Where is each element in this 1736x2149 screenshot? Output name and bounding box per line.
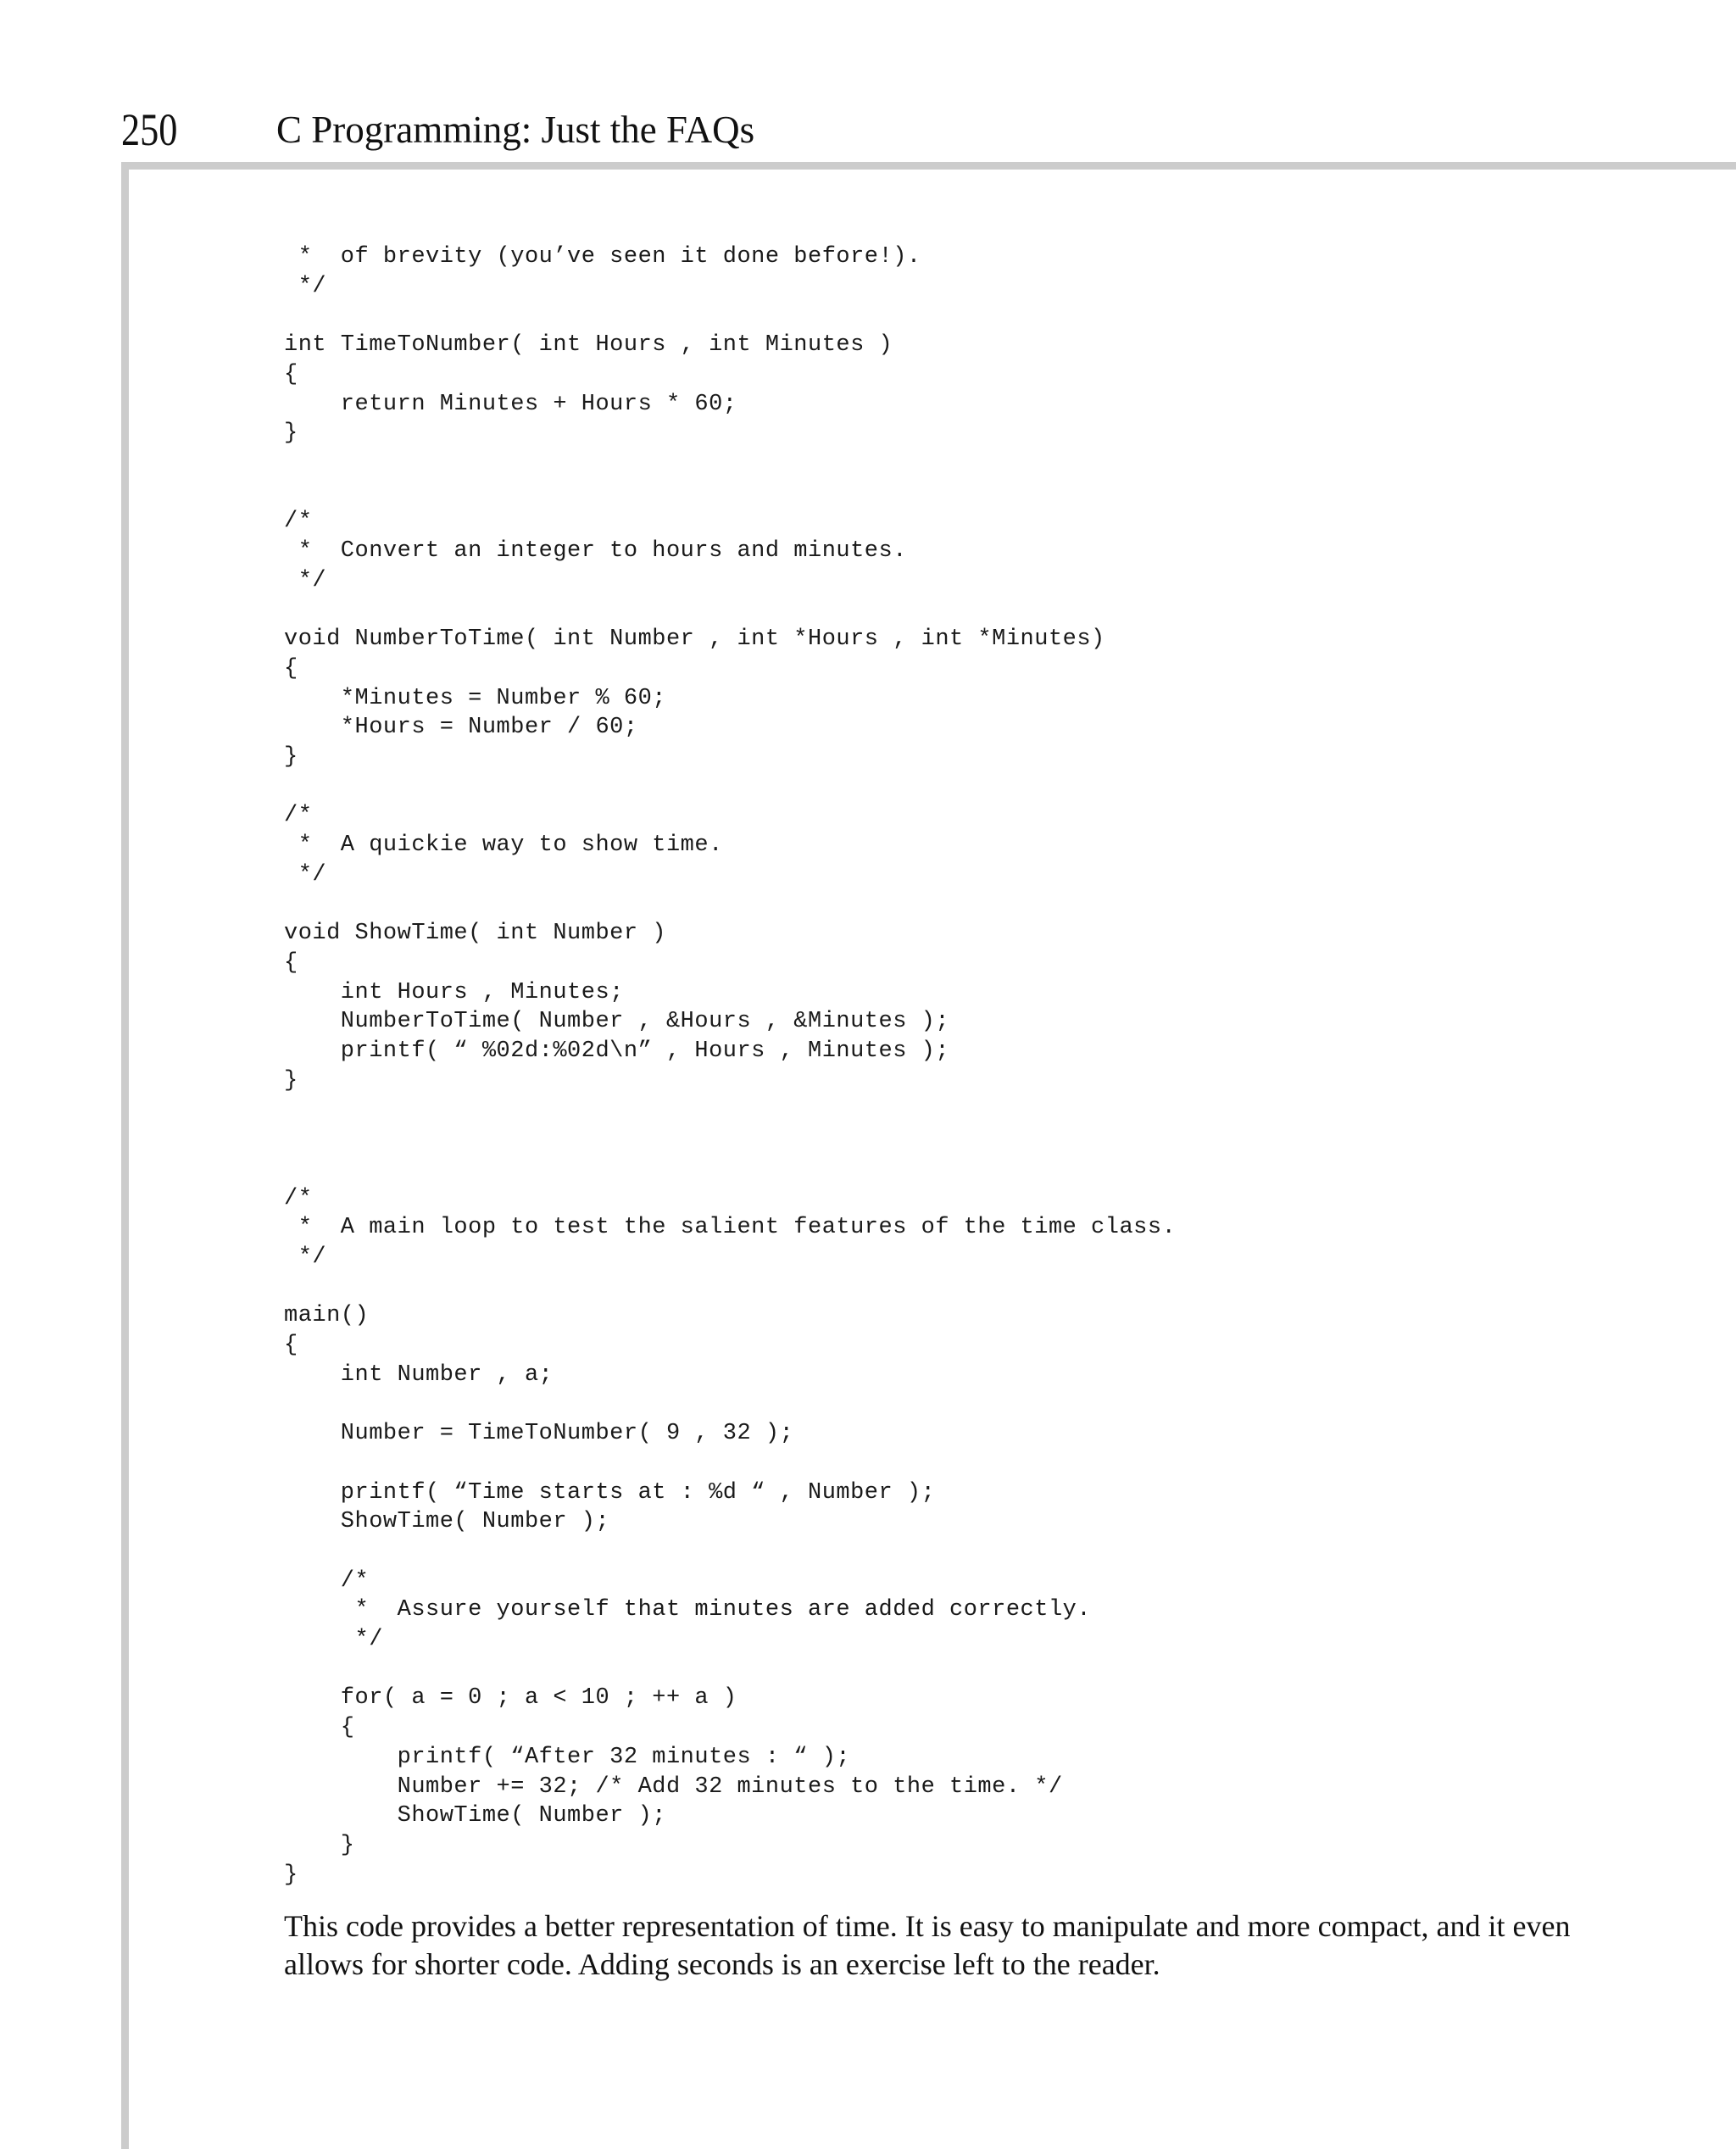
code-line: printf( “Time starts at : %d “ , Number );	[284, 1479, 936, 1506]
code-line: printf( “ %02d:%02d\n” , Hours , Minutes );	[284, 1038, 950, 1064]
code-line: {	[284, 361, 298, 387]
code-line: void NumberToTime( int Number , int *Hours , int *Minutes)	[284, 626, 1105, 653]
code-line: printf( “After 32 minutes : “ );	[284, 1744, 851, 1770]
code-line: * Assure yourself that minutes are added correctly.	[284, 1597, 1092, 1623]
code-line: * A main loop to test the salient features of the time class.	[284, 1215, 1177, 1241]
running-title: C Programming: Just the FAQs	[276, 109, 755, 151]
code-line: /*	[284, 509, 313, 535]
code-line: */	[284, 861, 327, 888]
code-line: int TimeToNumber( int Hours , int Minutes )	[284, 332, 893, 359]
code-line: }	[284, 1862, 298, 1888]
code-line: NumberToTime( Number , &Hours , &Minutes );	[284, 1009, 950, 1035]
code-line: }	[284, 1832, 355, 1858]
code-line: Number = TimeToNumber( 9 , 32 );	[284, 1421, 794, 1447]
code-line: * A quickie way to show time.	[284, 832, 723, 859]
code-line: /*	[284, 1567, 370, 1594]
code-line: }	[284, 743, 298, 770]
code-line: *Hours = Number / 60;	[284, 715, 638, 741]
code-line: {	[284, 949, 298, 976]
code-line: /*	[284, 803, 313, 829]
code-line: */	[284, 273, 327, 299]
header-rule	[121, 162, 1736, 170]
code-line: {	[284, 1333, 298, 1359]
code-line: void ShowTime( int Number )	[284, 921, 666, 947]
code-line: * of brevity (you’ve seen it done before!).	[284, 244, 921, 270]
code-line: *Minutes = Number % 60;	[284, 685, 666, 711]
code-line: /*	[284, 1185, 313, 1211]
code-line: return Minutes + Hours * 60;	[284, 391, 737, 417]
code-line: ShowTime( Number );	[284, 1803, 666, 1829]
code-line: */	[284, 1244, 327, 1270]
body-paragraph: This code provides a better representation of time. It is easy to manipulate and more compact, and it even allows for shorter code. Adding seconds is an exercise left to the reader.	[284, 1909, 1571, 1981]
margin-rule	[121, 162, 129, 2149]
code-line: }	[284, 420, 298, 447]
code-line: main()	[284, 1303, 370, 1329]
code-line: for( a = 0 ; a < 10 ; ++ a )	[284, 1685, 737, 1712]
code-line: ShowTime( Number );	[284, 1509, 610, 1535]
code-listing	[284, 242, 1176, 1890]
code-line: Number += 32; /* Add 32 minutes to the time. */	[284, 1773, 1063, 1800]
code-line: */	[284, 567, 327, 593]
code-line: int Hours , Minutes;	[284, 979, 624, 1005]
code-line: * Convert an integer to hours and minutes.	[284, 538, 907, 565]
code-line: {	[284, 1715, 355, 1741]
code-line: }	[284, 1067, 298, 1094]
code-line: */	[284, 1627, 383, 1653]
code-line: int Number , a;	[284, 1361, 554, 1388]
code-line: {	[284, 655, 298, 682]
page-number: 250	[121, 104, 178, 155]
